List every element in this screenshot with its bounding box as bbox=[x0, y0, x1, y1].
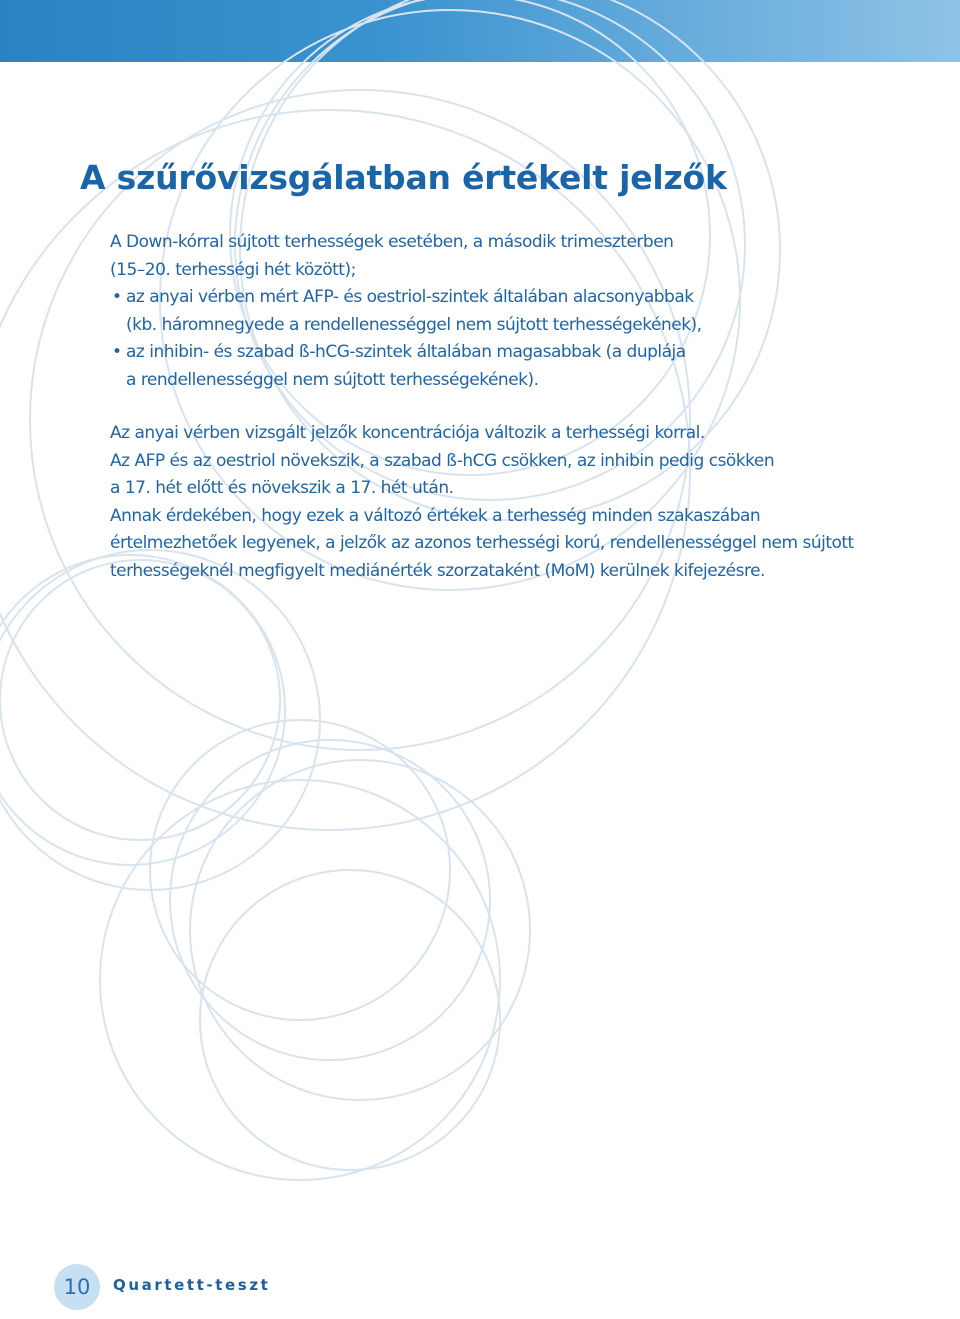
body-line: Az anyai vérben vizsgált jelzők koncentrációja változik a terhességi korral. bbox=[110, 423, 705, 443]
bullet-item bbox=[110, 339, 910, 394]
bullet-dot-icon: • bbox=[112, 287, 122, 307]
bullet-line: (kb. háromnegyede a rendellenességgel nem sújtott terhességekének), bbox=[126, 314, 702, 335]
page-number-badge bbox=[54, 1264, 100, 1310]
bullet-line: az anyai vérben mért AFP- és oestriol-szintek általában alacsonyabbak bbox=[126, 287, 694, 307]
intro-section bbox=[110, 229, 910, 394]
body-line: terhességeknél megfigyelt mediánérték szorzataként (MoM) kerülnek kifejezésre. bbox=[110, 560, 765, 581]
intro-lead-line: A Down-kórral sújtott terhességek esetében, a második trimeszterben bbox=[110, 232, 674, 252]
bullet-line: a rendellenességgel nem sújtott terhességekének). bbox=[126, 369, 539, 390]
page-number: 10 bbox=[63, 1275, 91, 1299]
page-title: A szűrővizsgálatban értékelt jelzők bbox=[80, 158, 727, 197]
body-paragraph bbox=[110, 420, 930, 585]
intro-lead-line: (15–20. terhességi hét között); bbox=[110, 259, 356, 280]
bullet-item bbox=[110, 284, 910, 339]
body-line: Az AFP és az oestriol növekszik, a szabad ß-hCG csökken, az inhibin pedig csökken bbox=[110, 450, 775, 471]
bullet-dot-icon: • bbox=[112, 342, 122, 362]
publication-name: Quartett-teszt bbox=[113, 1276, 271, 1294]
bullet-line: az inhibin- és szabad ß-hCG-szintek általában magasabbak (a duplája bbox=[126, 342, 686, 362]
body-line: értelmezhetőek legyenek, a jelzők az azonos terhességi korú, rendellenességgel nem sújtott bbox=[110, 533, 854, 553]
marker-bullet-list bbox=[110, 284, 910, 394]
body-line: a 17. hét előtt és növekszik a 17. hét után. bbox=[110, 478, 454, 498]
body-line: Annak érdekében, hogy ezek a változó értékek a terhesség minden szakaszában bbox=[110, 505, 761, 526]
